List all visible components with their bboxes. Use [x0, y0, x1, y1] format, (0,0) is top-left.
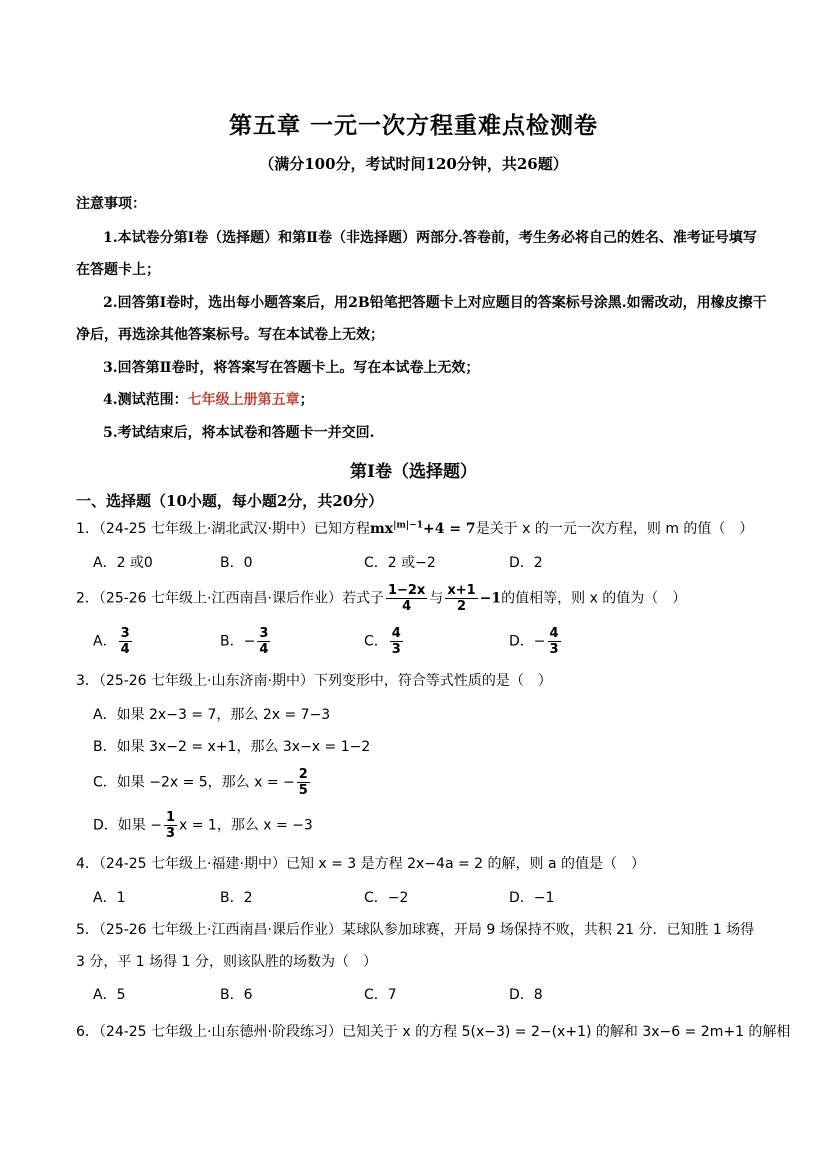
q2-fraction-2-num: x+1	[447, 583, 476, 598]
page-subtitle: （满分100分，考试时间120分钟，共26题）	[259, 155, 568, 173]
q1-option-a: A．2 或0	[93, 555, 153, 571]
q4-option-d: D．−1	[509, 890, 555, 906]
notice-item-2b: 净后，再选涂其他答案标号。写在本试卷上无效；	[76, 327, 384, 343]
q2-stem-pre: 2．（25-26 七年级上·江西南昌·课后作业）若式子	[76, 590, 384, 607]
question-5-line-2: 3 分，平 1 场得 1 分，则该队胜的场数为（ ）	[76, 954, 377, 970]
section-title: 第Ⅰ卷（选择题）	[350, 462, 477, 482]
q2-stem-mid: 与	[429, 590, 444, 607]
q1-exponent: |m|−1	[393, 520, 423, 531]
question-6-line-1: 6．（24-25 七年级上·山东德州·阶段练习）已知关于 x 的方程 5(x−3) = 2−(x+1) 的解和 3x−6 = 2m+1 的解相	[76, 1024, 791, 1040]
page-title: 第五章 一元一次方程重难点检测卷	[228, 112, 598, 139]
q5-option-a: A．5	[93, 987, 126, 1003]
q2-option-b-fraction	[257, 626, 270, 657]
notice-item-2a: 2.回答第Ⅰ卷时，选出每小题答案后，用2B铅笔把答题卡上对应题目的答案标号涂黑.如需改动，用橡皮擦干	[103, 295, 767, 311]
q1-equation-rhs: +4 = 7	[422, 521, 476, 537]
q3-option-d-num: 1	[165, 810, 176, 825]
q2-option-d-label: D．−	[509, 633, 546, 650]
q1-stem-pre: 1．（24-25 七年级上·湖北武汉·期中）已知方程	[76, 521, 370, 537]
q3-option-c	[93, 767, 312, 798]
q2-option-a-label: A．	[93, 633, 117, 650]
q4-option-a: A．1	[93, 890, 126, 906]
q2-fraction-2	[445, 583, 477, 614]
q2-option-b-num: 3	[259, 626, 269, 641]
q5-option-b: B．6	[220, 987, 253, 1003]
q2-option-b	[220, 626, 272, 657]
q2-option-a	[93, 626, 134, 657]
question-3: 3．（25-26 七年级上·山东济南·期中）下列变形中，符合等式性质的是（ ）	[76, 673, 552, 689]
q2-option-d-num: 4	[549, 626, 559, 641]
q2-fraction-1-den: 4	[402, 599, 412, 614]
notice-item-3: 3.回答第Ⅱ卷时，将答案写在答题卡上。写在本试卷上无效；	[103, 360, 480, 376]
test-scope: 七年级上册第五章	[187, 392, 300, 408]
q2-option-c-fraction	[390, 626, 403, 657]
q2-option-d-fraction	[548, 626, 561, 657]
section-heading: 一、选择题（10小题，每小题2分，共20分）	[76, 492, 384, 510]
q3-option-d-text: D．如果 −	[93, 817, 162, 834]
question-2	[76, 583, 686, 614]
notice-item-4-end: ；	[299, 392, 314, 408]
q1-option-b: B．0	[220, 555, 253, 571]
q2-option-c-num: 4	[391, 626, 401, 641]
q3-option-c-text: C．如果 −2x = 5，那么 x = −	[93, 774, 295, 791]
q1-equation: mx	[369, 521, 394, 537]
q1-option-d: D．2	[509, 555, 543, 571]
q2-option-a-fraction	[119, 626, 132, 657]
q3-option-d	[93, 810, 313, 841]
q3-option-b: B．如果 3x−2 = x+1，那么 3x−x = 1−2	[93, 739, 371, 755]
q4-option-c: C．−2	[364, 890, 409, 906]
q2-option-a-den: 4	[120, 642, 130, 657]
question-1	[76, 518, 753, 538]
q5-option-c: C．7	[364, 987, 397, 1003]
q5-option-d: D．8	[509, 987, 543, 1003]
q2-fraction-1	[386, 583, 427, 614]
q1-stem-post: 是关于 x 的一元一次方程，则 m 的值（ ）	[475, 521, 754, 537]
q2-fraction-1-num: 1−2x	[387, 583, 426, 598]
q3-option-c-fraction	[297, 767, 310, 798]
q3-option-a: A．如果 2x−3 = 7，那么 2x = 7−3	[93, 707, 331, 723]
notice-item-4-label: 4.测试范围：	[103, 392, 188, 408]
q2-option-d	[509, 626, 563, 657]
q2-option-c	[364, 626, 405, 657]
q2-minus-one: −1	[479, 590, 502, 607]
q2-option-c-label: C．	[364, 633, 388, 650]
q3-option-d-fraction	[164, 810, 177, 841]
notice-item-1b: 在答题卡上；	[76, 262, 160, 278]
q2-fraction-2-den: 2	[456, 599, 466, 614]
notice-heading: 注意事项：	[76, 196, 146, 212]
q2-option-b-den: 4	[259, 642, 269, 657]
q1-option-c: C．2 或−2	[364, 555, 436, 571]
question-5-line-1: 5．（25-26 七年级上·江西南昌·课后作业）某球队参加球赛，开局 9 场保持不败，共积 21 分．已知胜 1 场得	[76, 922, 755, 938]
q3-option-d-den: 3	[165, 826, 176, 841]
q3-option-d-post: x = 1，那么 x = −3	[179, 817, 313, 834]
q2-option-d-den: 3	[549, 642, 559, 657]
notice-item-4	[103, 389, 314, 409]
q4-option-b: B．2	[220, 890, 253, 906]
q3-option-c-num: 2	[298, 767, 308, 782]
notice-item-5: 5.考试结束后，将本试卷和答题卡一并交回.	[103, 425, 375, 441]
q2-stem-post: 的值相等，则 x 的值为（ ）	[501, 590, 687, 607]
question-4: 4．（24-25 七年级上·福建·期中）已知 x = 3 是方程 2x−4a = 2 的解，则 a 的值是（ ）	[76, 856, 645, 872]
notice-item-1a: 1.本试卷分第Ⅰ卷（选择题）和第Ⅱ卷（非选择题）两部分.答卷前，考生务必将自己的姓名、准考证号填写	[103, 230, 757, 246]
q2-option-a-num: 3	[120, 626, 130, 641]
q2-option-c-den: 3	[391, 642, 401, 657]
q2-option-b-label: B．−	[220, 633, 256, 650]
q3-option-c-den: 5	[298, 783, 308, 798]
